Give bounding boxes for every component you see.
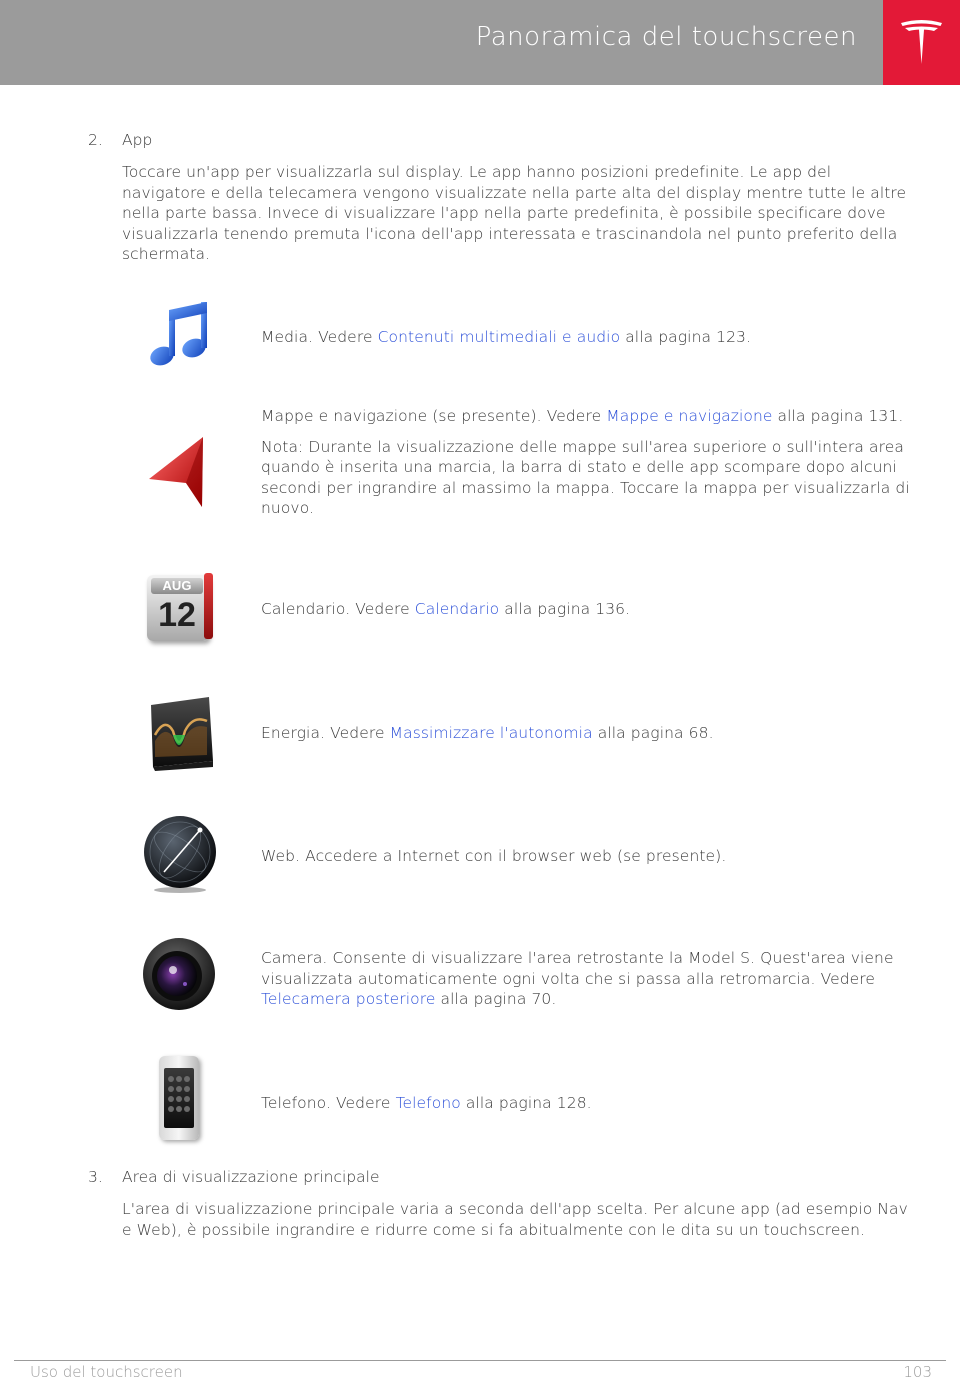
link-media[interactable]: Contenuti multimediali e audio [377, 328, 621, 346]
navigation-arrow-icon [146, 435, 206, 509]
app-desc-energy: Energia. Vedere Massimizzare l'autonomia alla pagina 68. [261, 724, 714, 742]
page-header [0, 0, 883, 85]
footer-section-name: Uso del touchscreen [30, 1363, 183, 1381]
camera-lens-icon [141, 936, 219, 1016]
page-title: Panoramica del touchscreen [475, 22, 857, 52]
app-desc-phone: Telefono. Vedere Telefono alla pagina 128. [261, 1094, 592, 1112]
app-desc-camera: Camera. Consente di visualizzare l'area retrostante la Model S. Quest'area viene visualizzata automaticamente ogni volta che si passa alla retromarcia. Vedere Telecamera posteriore alla pagina 70. [261, 949, 894, 1008]
app-desc-web: Web. Accedere a Internet con il browser web (se presente). [261, 847, 727, 865]
web-globe-icon [142, 814, 220, 894]
list-number-3: 3. [88, 1168, 103, 1186]
app-desc-calendar: Calendario. Vedere Calendario alla pagina 136. [261, 600, 631, 618]
tesla-logo [883, 0, 960, 85]
app-desc-maps: Mappe e navigazione (se presente). Vedere Mappe e navigazione alla pagina 131. Nota: Durante la visualizzazione delle mappe sull'area superiore o sull'intera area quando è inserita una marcia, la barra di stato e delle app scompare dopo alcuni secondi per ingrandire al massimo la mappa. Toccare la mappa per visualizzarla di nuovo. [261, 407, 910, 517]
section-title-app: App [122, 131, 153, 149]
music-note-icon [142, 298, 214, 374]
section-paragraph-app: Toccare un'app per visualizzarla sul display. Le app hanno posizioni predefinite. Le app del navigatore e della telecamera vengono visualizzate nella parte alta del display mentre tutte le altre nella parte bassa. Invece di visualizzare l'app nella parte predefinita, è possibile specificare dove visualizzarla tenendo premuta l'icona dell'app interessata e trascinandola nel punto preferito della schermata. [122, 163, 907, 263]
footer-divider [14, 1360, 946, 1361]
link-energy[interactable]: Massimizzare l'autonomia [389, 724, 593, 742]
link-calendar[interactable]: Calendario [414, 600, 500, 618]
tesla-logo-icon [899, 18, 944, 66]
phone-keypad-icon [159, 1056, 203, 1142]
list-number-2: 2. [88, 131, 103, 149]
link-phone[interactable]: Telefono [395, 1094, 461, 1112]
section-title-main-area: Area di visualizzazione principale [122, 1168, 380, 1186]
page-number: 103 [903, 1363, 932, 1381]
link-maps[interactable]: Mappe e navigazione [606, 407, 773, 425]
link-camera[interactable]: Telecamera posteriore [261, 990, 436, 1008]
energy-graph-icon [143, 695, 217, 771]
maps-note: Nota: Durante la visualizzazione delle mappe sull'area superiore o sull'intera area quando è inserita una marcia, la barra di stato e delle app scompare dopo alcuni secondi per ingrandire al massimo la mappa. Toccare la mappa per visualizzarla di nuovo. [261, 437, 910, 517]
calendar-icon: AUG 12 [147, 572, 214, 644]
app-desc-media: Media. Vedere Contenuti multimediali e audio alla pagina 123. [261, 328, 752, 346]
section-paragraph-main-area: L'area di visualizzazione principale varia a seconda dell'app scelta. Per alcune app (ad esempio Nav e Web), è possibile ingrandire e ridurre come si fa abitualmente con le dita su un touchscreen. [122, 1200, 908, 1239]
